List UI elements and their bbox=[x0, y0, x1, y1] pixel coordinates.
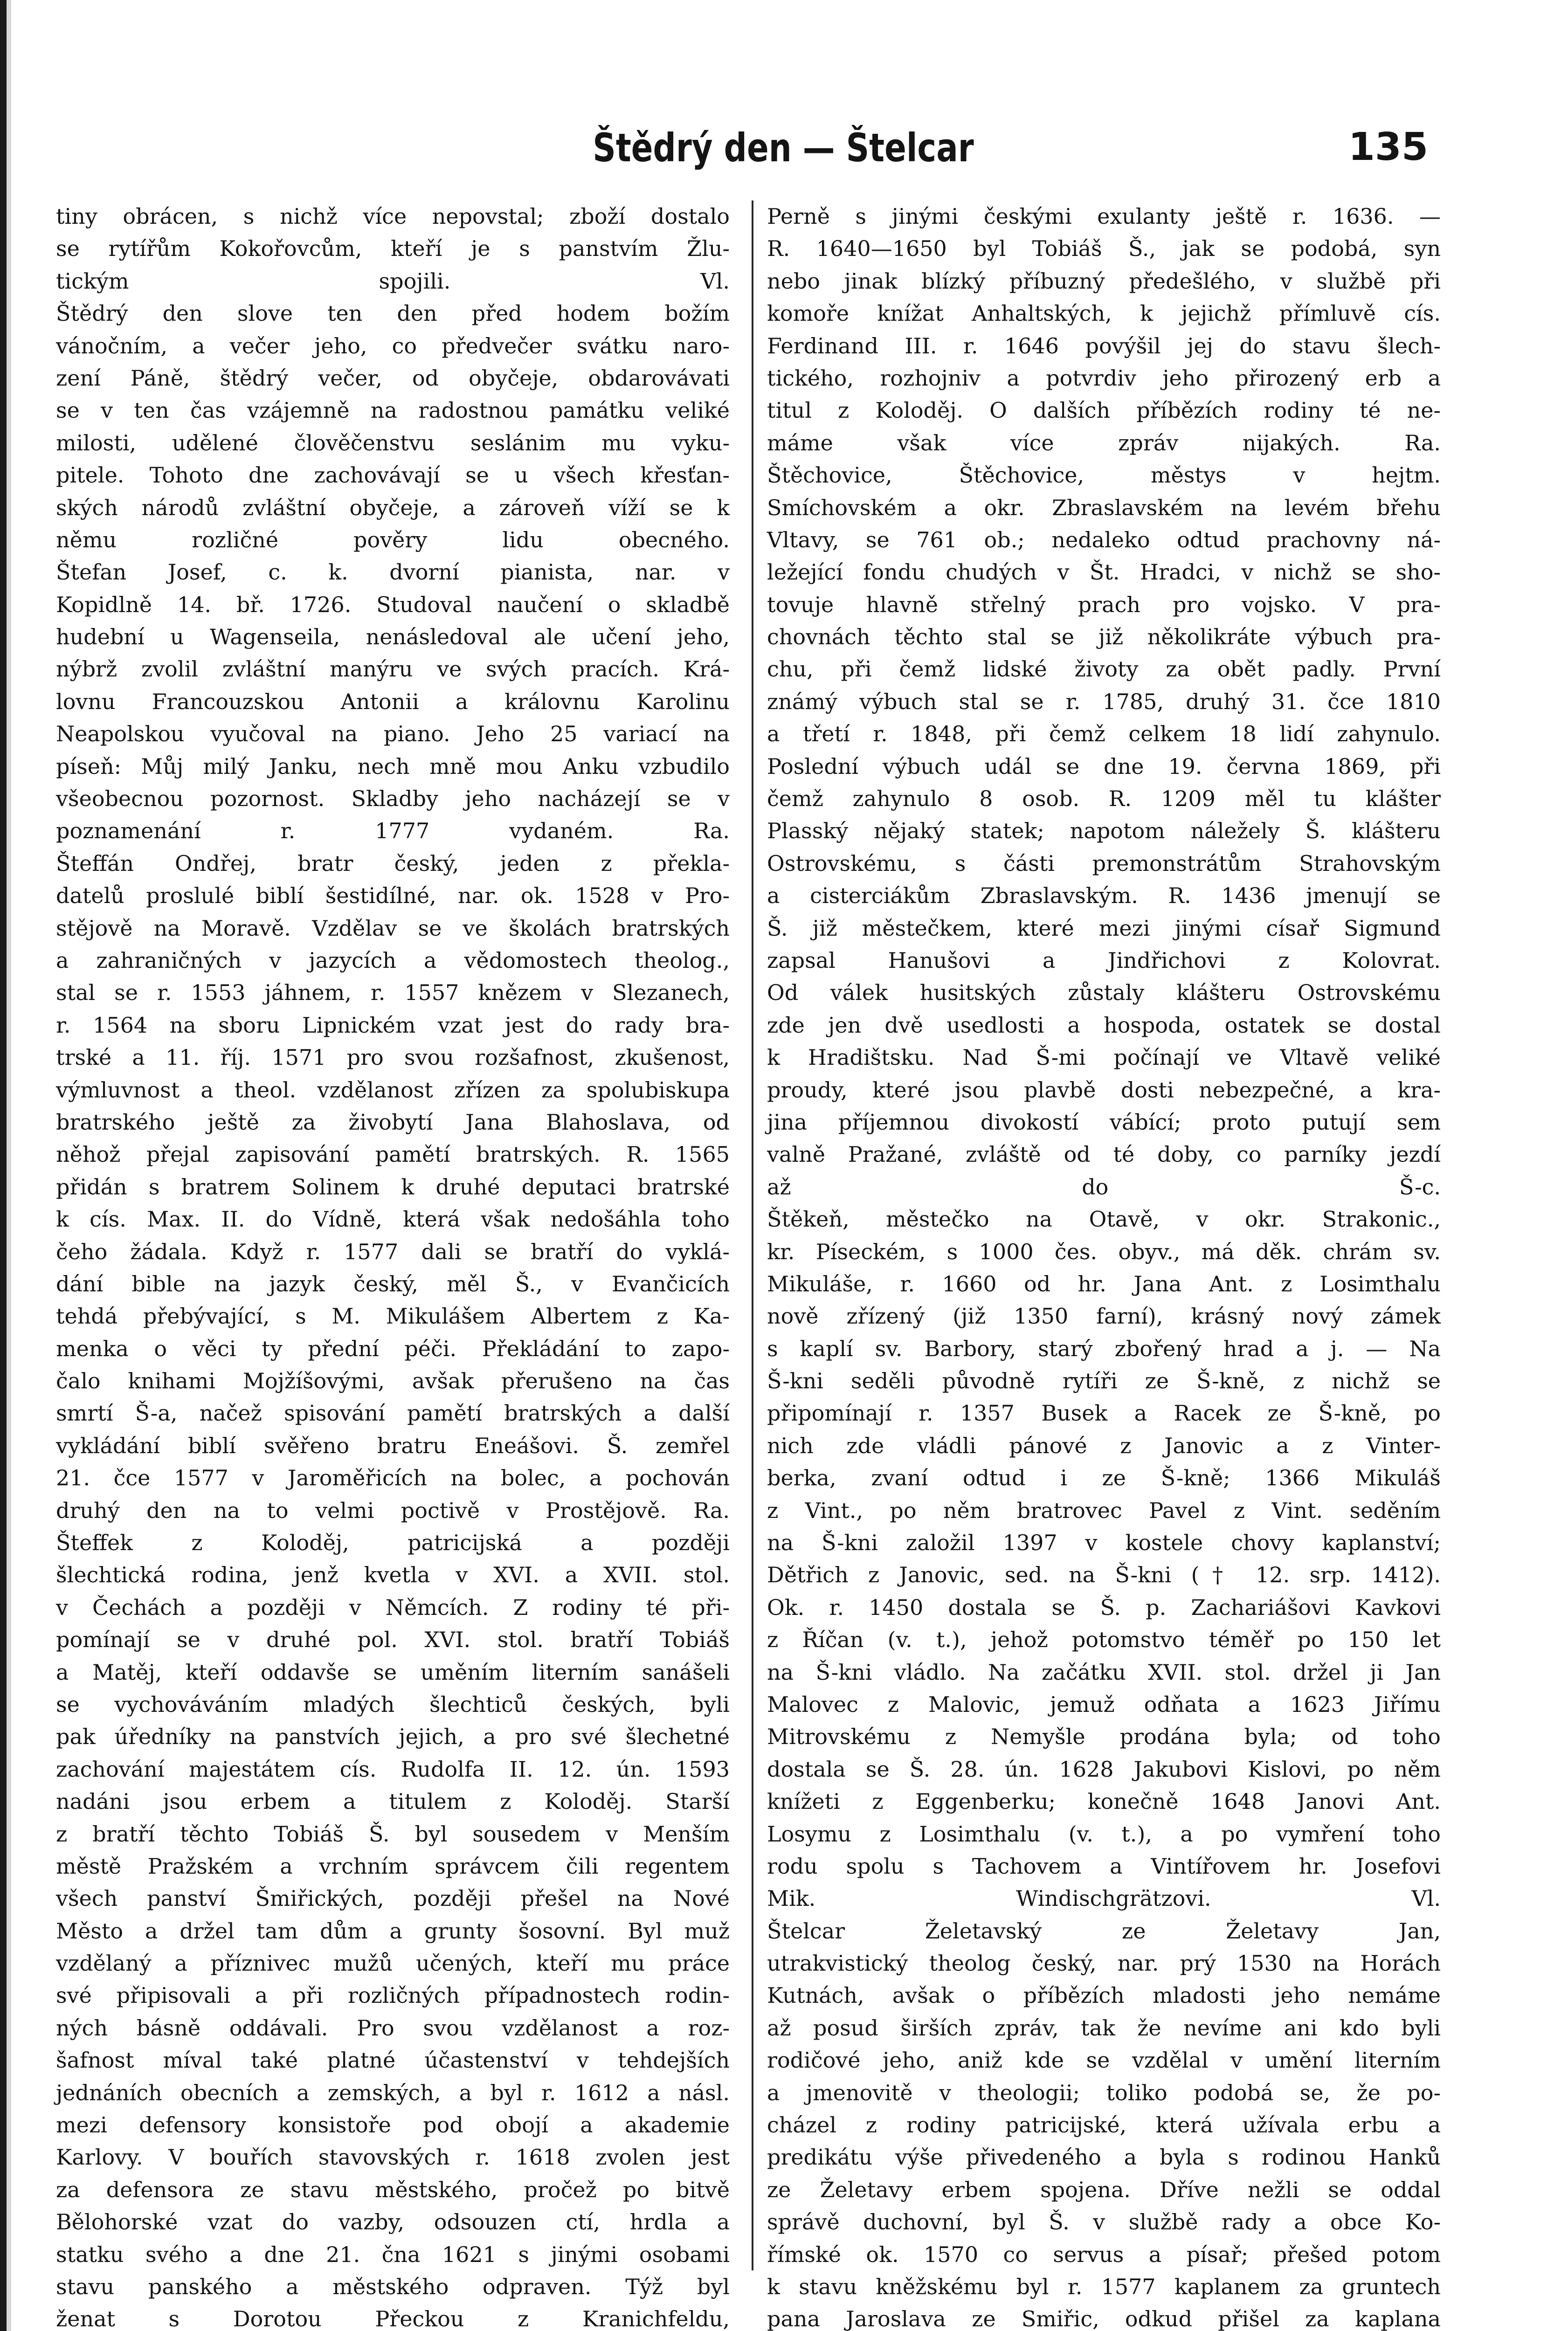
text-line: utrakvistický theolog český, nar. prý 1530 na Horách bbox=[767, 1951, 1441, 1976]
text-line: Kutnách, avšak o příbězích mladosti jeho nemáme bbox=[767, 1983, 1441, 2008]
text-line: jina příjemnou divokostí vábící; proto putují sem bbox=[767, 1109, 1441, 1135]
text-line: čemž zahynulo 8 osob. R. 1209 měl tu klášter bbox=[767, 786, 1441, 812]
text-line: s kaplí sv. Barbory, starý zbořený hrad a j. — Na bbox=[767, 1336, 1441, 1361]
text-line: na Š-kni vládlo. Na začátku XVII. stol. držel ji Jan bbox=[767, 1659, 1441, 1685]
text-line: valně Pražané, zvláště od té doby, co parníky jezdí bbox=[767, 1142, 1441, 1167]
text-line: pana Jaroslava ze Smiřic, odkud přišel za kaplana bbox=[767, 2306, 1441, 2331]
text-line: datelů proslulé biblí šestidílné, nar. ok. 1528 v Pro- bbox=[56, 883, 730, 909]
text-line: berka, zvaní odtud i ze Š-kně; 1366 Mikuláš bbox=[767, 1465, 1441, 1491]
text-line: predikátu výše přivedeného a byla s rodinou Hanků bbox=[767, 2145, 1441, 2170]
text-line: na Š-kni založil 1397 v kostele chovy kaplanství; bbox=[767, 1530, 1441, 1556]
text-line: nově zřízený (již 1350 farní), krásný nový zámek bbox=[767, 1303, 1441, 1329]
text-line: Ostrovskému, s části premonstrátům Strahovským bbox=[767, 850, 1441, 876]
text-line: se rytířům Kokořovcům, kteří je s panstvím Žlu- bbox=[56, 236, 730, 262]
text-line: čalo knihami Mojžíšovými, avšak přerušeno na čas bbox=[56, 1368, 730, 1394]
text-line: vánočním, a večer jeho, co předvečer svátku naro- bbox=[56, 333, 730, 359]
text-line: druhý den na to velmi poctivě v Prostějově. Ra. bbox=[56, 1497, 730, 1523]
page-binding-edge bbox=[0, 0, 7, 2331]
text-line: Karlovy. V bouřích stavovských r. 1618 zvolen jest bbox=[56, 2145, 730, 2170]
text-line: a třetí r. 1848, při čemž celkem 18 lidí zahynulo. bbox=[767, 721, 1441, 747]
text-line: vykládání biblí svěřeno bratru Eneášovi. Š. zemřel bbox=[56, 1433, 730, 1458]
text-line: Mitrovskému z Nemyšle prodána byla; od toho bbox=[767, 1724, 1441, 1750]
text-line: nýbrž zvolil zvláštní manýru ve svých pracích. Krá- bbox=[56, 656, 730, 682]
text-line: chu, při čemž lidské životy za obět padly. První bbox=[767, 656, 1441, 682]
text-line: Losymu z Losimthalu (v. t.), a po vymření toho bbox=[767, 1821, 1441, 1847]
text-line: ženat s Dorotou Přeckou z Kranichfeldu, bbox=[56, 2306, 730, 2331]
text-line: a cisterciákům Zbraslavským. R. 1436 jmenují se bbox=[767, 883, 1441, 909]
text-line: Ok. r. 1450 dostala se Š. p. Zachariášovi Kavkovi bbox=[767, 1594, 1441, 1620]
text-line: Smíchovském a okr. Zbraslavském na levém břehu bbox=[767, 495, 1441, 520]
text-line: Š-kni seděli původně rytíři ze Š-kně, z nichž se bbox=[767, 1368, 1441, 1394]
text-line: milosti, udělené člověčenstvu seslánim mu vyku- bbox=[56, 430, 730, 455]
text-line: pak úředníky na panstvích jejich, a pro své šlechetné bbox=[56, 1724, 730, 1750]
text-line: a Matěj, kteří oddavše se uměním literním sanášeli bbox=[56, 1659, 730, 1685]
text-line: zde jen dvě usedlosti a hospoda, ostatek se dostal bbox=[767, 1012, 1441, 1038]
text-line: zapsal Hanušovi a Jindřichovi z Kolovrat. bbox=[767, 947, 1441, 973]
text-line: stavu panského a městského odpraven. Týž byl bbox=[56, 2274, 730, 2299]
text-line: výmluvnost a theol. vzdělanost zřízen za spolubiskupa bbox=[56, 1077, 730, 1103]
text-line: smrtí Š-a, načež spisování pamětí bratrských a další bbox=[56, 1400, 730, 1426]
text-line: známý výbuch stal se r. 1785, druhý 31. čce 1810 bbox=[767, 689, 1441, 714]
text-line: Š. již městečkem, které mezi jinými císař Sigmund bbox=[767, 915, 1441, 941]
text-line: nebo jinak blízký příbuzný předešlého, v službě při bbox=[767, 268, 1441, 294]
text-line: pomínají se v druhé pol. XVI. stol. bratří Tobiáš bbox=[56, 1627, 730, 1653]
text-line: menka o věci ty přední péči. Překládání to zapo- bbox=[56, 1336, 730, 1361]
text-line: pitele. Tohoto dne zachovávají se u všech křesťan- bbox=[56, 462, 730, 488]
text-line: se vychováváním mladých šlechticů českých, byli bbox=[56, 1691, 730, 1717]
text-line: všeobecnou pozornost. Skladby jeho nacházejí se v bbox=[56, 786, 730, 812]
text-line: ze Želetavy erbem spojena. Dříve nežli se oddal bbox=[767, 2177, 1441, 2202]
text-line: rodu spolu s Tachovem a Vintířovem hr. Josefovi bbox=[767, 1853, 1441, 1879]
text-line: dostala se Š. 28. ún. 1628 Jakubovi Kislovi, po něm bbox=[767, 1756, 1441, 1782]
text-line: stal se r. 1553 jáhnem, r. 1557 knězem v Slezanech, bbox=[56, 980, 730, 1006]
text-line: Od válek husitských zůstaly klášteru Ostrovskému bbox=[767, 980, 1441, 1006]
text-line: Plasský nějaký statek; napotom náležely Š. klášteru bbox=[767, 818, 1441, 844]
text-line: trské a 11. říj. 1571 pro svou rozšafnost, zkušenost, bbox=[56, 1045, 730, 1070]
text-line: tického, rozhojniv a potvrdiv jeho přirozený erb a bbox=[767, 365, 1441, 391]
text-line: něhož přejal zapisování pamětí bratrských. R. 1565 bbox=[56, 1142, 730, 1167]
text-line: se v ten čas vzájemně na radostnou památku veliké bbox=[56, 398, 730, 423]
text-line: a zahraničných v jazycích a vědomostech theolog., bbox=[56, 947, 730, 973]
text-line: knížeti z Eggenberku; konečně 1648 Janovi Ant. bbox=[767, 1789, 1441, 1814]
text-line: k stavu kněžskému byl r. 1577 kaplanem za gruntech bbox=[767, 2274, 1441, 2299]
text-line: kr. Píseckém, s 1000 čes. obyv., má děk. chrám sv. bbox=[767, 1239, 1441, 1264]
text-line: tiny obrácen, s nichž více nepovstal; zboží dostalo bbox=[56, 204, 730, 229]
text-line: Mikuláše, r. 1660 od hr. Jana Ant. z Losimthalu bbox=[767, 1271, 1441, 1297]
text-line: v Čechách a později v Němcích. Z rodiny té při- bbox=[56, 1594, 730, 1620]
text-line: k Hradištsku. Nad Š-mi počínají ve Vltavě veliké bbox=[767, 1045, 1441, 1070]
text-line: k cís. Max. II. do Vídně, která však nedošáhla toho bbox=[56, 1207, 730, 1232]
text-line: Štelcar Želetavský ze Želetavy Jan, bbox=[767, 1918, 1441, 1944]
text-line: městě Pražském a vrchním správcem čili regentem bbox=[56, 1853, 730, 1879]
text-line: němu rozličné pověry lidu obecného. bbox=[56, 527, 730, 552]
text-line: z Říčan (v. t.), jehož potomstvo téměř po 150 let bbox=[767, 1627, 1441, 1653]
text-line: za defensora ze stavu městského, pročež po bitvě bbox=[56, 2177, 730, 2202]
text-line: šlechtická rodina, jenž kvetla v XVI. a XVII. stol. bbox=[56, 1562, 730, 1588]
text-line: cházel z rodiny patricijské, která užívala erbu a bbox=[767, 2112, 1441, 2138]
text-line: proudy, které jsou plavbě dosti nebezpečné, a kra- bbox=[767, 1077, 1441, 1103]
text-line: Bělohorské vzat do vazby, odsouzen ctí, hrdla a bbox=[56, 2209, 730, 2235]
column-divider bbox=[752, 200, 753, 2270]
text-line: přidán s bratrem Solinem k druhé deputaci bratrské bbox=[56, 1174, 730, 1200]
text-line: bratrského ještě za živobytí Jana Blahoslava, od bbox=[56, 1109, 730, 1135]
text-line: 21. čce 1577 v Jaroměřicích na bolec, a pochován bbox=[56, 1465, 730, 1491]
text-line: Šteffek z Koloděj, patricijská a později bbox=[56, 1530, 730, 1556]
text-line: Mik. Windischgrätzovi. Vl. bbox=[767, 1886, 1441, 1911]
text-line: máme však více zpráv nijakých. Ra. bbox=[767, 430, 1441, 455]
text-line: statku svého a dne 21. čna 1621 s jinými osobami bbox=[56, 2241, 730, 2267]
text-line: píseň: Můj milý Janku, nech mně mou Anku vzbudilo bbox=[56, 753, 730, 779]
text-line: Ferdinand III. r. 1646 povýšil jej do stavu šlech- bbox=[767, 333, 1441, 359]
text-line: ských národů zvláštní obyčeje, a zároveň víží se k bbox=[56, 495, 730, 520]
text-line: Štěchovice, Štěchovice, městys v hejtm. bbox=[767, 462, 1441, 488]
text-line: komoře knížat Anhaltských, k jejichž přímluvě cís. bbox=[767, 301, 1441, 326]
text-line: z bratří těchto Tobiáš Š. byl sousedem v Menším bbox=[56, 1821, 730, 1847]
text-line: zachování majestátem cís. Rudolfa II. 12. ún. 1593 bbox=[56, 1756, 730, 1782]
text-line: vzdělaný a příznivec mužů učených, kteří mu práce bbox=[56, 1951, 730, 1976]
text-line: zení Páně, štědrý večer, od obyčeje, obdarovávati bbox=[56, 365, 730, 391]
text-line: hudební u Wagenseila, nenásledoval ale učení jeho, bbox=[56, 624, 730, 650]
text-line: r. 1564 na sboru Lipnickém vzat jest do rady bra- bbox=[56, 1012, 730, 1038]
text-line: Neapolskou vyučoval na piano. Jeho 25 variací na bbox=[56, 721, 730, 747]
text-line: Kopidlně 14. bř. 1726. Studoval naučení o skladbě bbox=[56, 592, 730, 617]
text-line: mezi defensory konsistoře pod obojí a akademie bbox=[56, 2112, 730, 2138]
text-line: tickým spojili. Vl. bbox=[56, 268, 730, 294]
text-line: a jmenovitě v theologii; toliko podobá se, že po- bbox=[767, 2080, 1441, 2105]
page-number: 135 bbox=[1348, 125, 1428, 169]
text-line: z Vint., po něm bratrovec Pavel z Vint. seděním bbox=[767, 1497, 1441, 1523]
text-line: tehdá přebývající, s M. Mikulášem Albertem z Ka- bbox=[56, 1303, 730, 1329]
text-line: šafnost míval také platné účastenství v tehdejších bbox=[56, 2048, 730, 2073]
text-line: římské ok. 1570 co servus a písař; přešed potom bbox=[767, 2241, 1441, 2267]
text-line: Dětřich z Janovic, sed. na Š-kni († 12. srp. 1412). bbox=[767, 1562, 1441, 1588]
text-line: R. 1640—1650 byl Tobiáš Š., jak se podobá, syn bbox=[767, 236, 1441, 262]
text-line: Město a držel tam dům a grunty šosovní. Byl muž bbox=[56, 1918, 730, 1944]
text-line: své připisovali a při rozličných případnostech rodin- bbox=[56, 1983, 730, 2008]
text-line: Poslední výbuch udál se dne 19. června 1869, při bbox=[767, 753, 1441, 779]
text-line: poznamenání r. 1777 vydaném. Ra. bbox=[56, 818, 730, 844]
text-line: nadáni jsou erbem a titulem z Koloděj. Starší bbox=[56, 1789, 730, 1814]
text-line: správě duchovní, byl Š. v službě rady a obce Ko- bbox=[767, 2209, 1441, 2235]
text-line: tovuje hlavně střelný prach pro vojsko. V pra- bbox=[767, 592, 1441, 617]
text-line: jednáních obecních a zemských, a byl r. 1612 a násl. bbox=[56, 2080, 730, 2105]
text-line: čeho žádala. Když r. 1577 dali se bratří do vyklá- bbox=[56, 1239, 730, 1264]
text-line: stějově na Moravě. Vzdělav se ve školách bratrských bbox=[56, 915, 730, 941]
text-line: ných básně oddávali. Pro svou vzdělanost a roz- bbox=[56, 2015, 730, 2041]
running-header: Štědrý den — Štelcar bbox=[593, 125, 974, 171]
text-line: Štefan Josef, c. k. dvorní pianista, nar. v bbox=[56, 559, 730, 585]
text-line: až do Š-c. bbox=[767, 1174, 1441, 1200]
text-line: připomínají r. 1357 Busek a Racek ze Š-kně, po bbox=[767, 1400, 1441, 1426]
left-text-column bbox=[56, 200, 730, 2331]
text-line: Šteffán Ondřej, bratr český, jeden z překla- bbox=[56, 850, 730, 876]
text-line: Štěkeň, městečko na Otavě, v okr. Strakonic., bbox=[767, 1207, 1441, 1232]
text-line: všech panství Šmiřických, později přešel na Nové bbox=[56, 1886, 730, 1911]
text-line: chovnách těchto stal se již několikráte výbuch pra- bbox=[767, 624, 1441, 650]
text-line: dání bible na jazyk český, měl Š., v Evančicích bbox=[56, 1271, 730, 1297]
text-line: až posud širších zpráv, tak že nevíme ani kdo byli bbox=[767, 2015, 1441, 2041]
text-line: ležející fondu chudých v Št. Hradci, v nichž se sho- bbox=[767, 559, 1441, 585]
text-line: Malovec z Malovic, jemuž odňata a 1623 Jiřímu bbox=[767, 1691, 1441, 1717]
right-text-column bbox=[767, 200, 1441, 2331]
page-binding-shadow bbox=[7, 0, 11, 2331]
text-line: Vltavy, se 761 ob.; nedaleko odtud prachovny ná- bbox=[767, 527, 1441, 552]
text-line: nich zde vládli pánové z Janovic a z Vinter- bbox=[767, 1433, 1441, 1458]
text-line: lovnu Francouzskou Antonii a královnu Karolinu bbox=[56, 689, 730, 714]
text-line: rodičové jeho, aniž kde se vzdělal v umění literním bbox=[767, 2048, 1441, 2073]
text-line: titul z Koloděj. O dalších příbězích rodiny té ne- bbox=[767, 398, 1441, 423]
text-line: Perně s jinými českými exulanty ještě r. 1636. — bbox=[767, 204, 1441, 229]
text-line: Štědrý den slove ten den před hodem božím bbox=[56, 301, 730, 326]
